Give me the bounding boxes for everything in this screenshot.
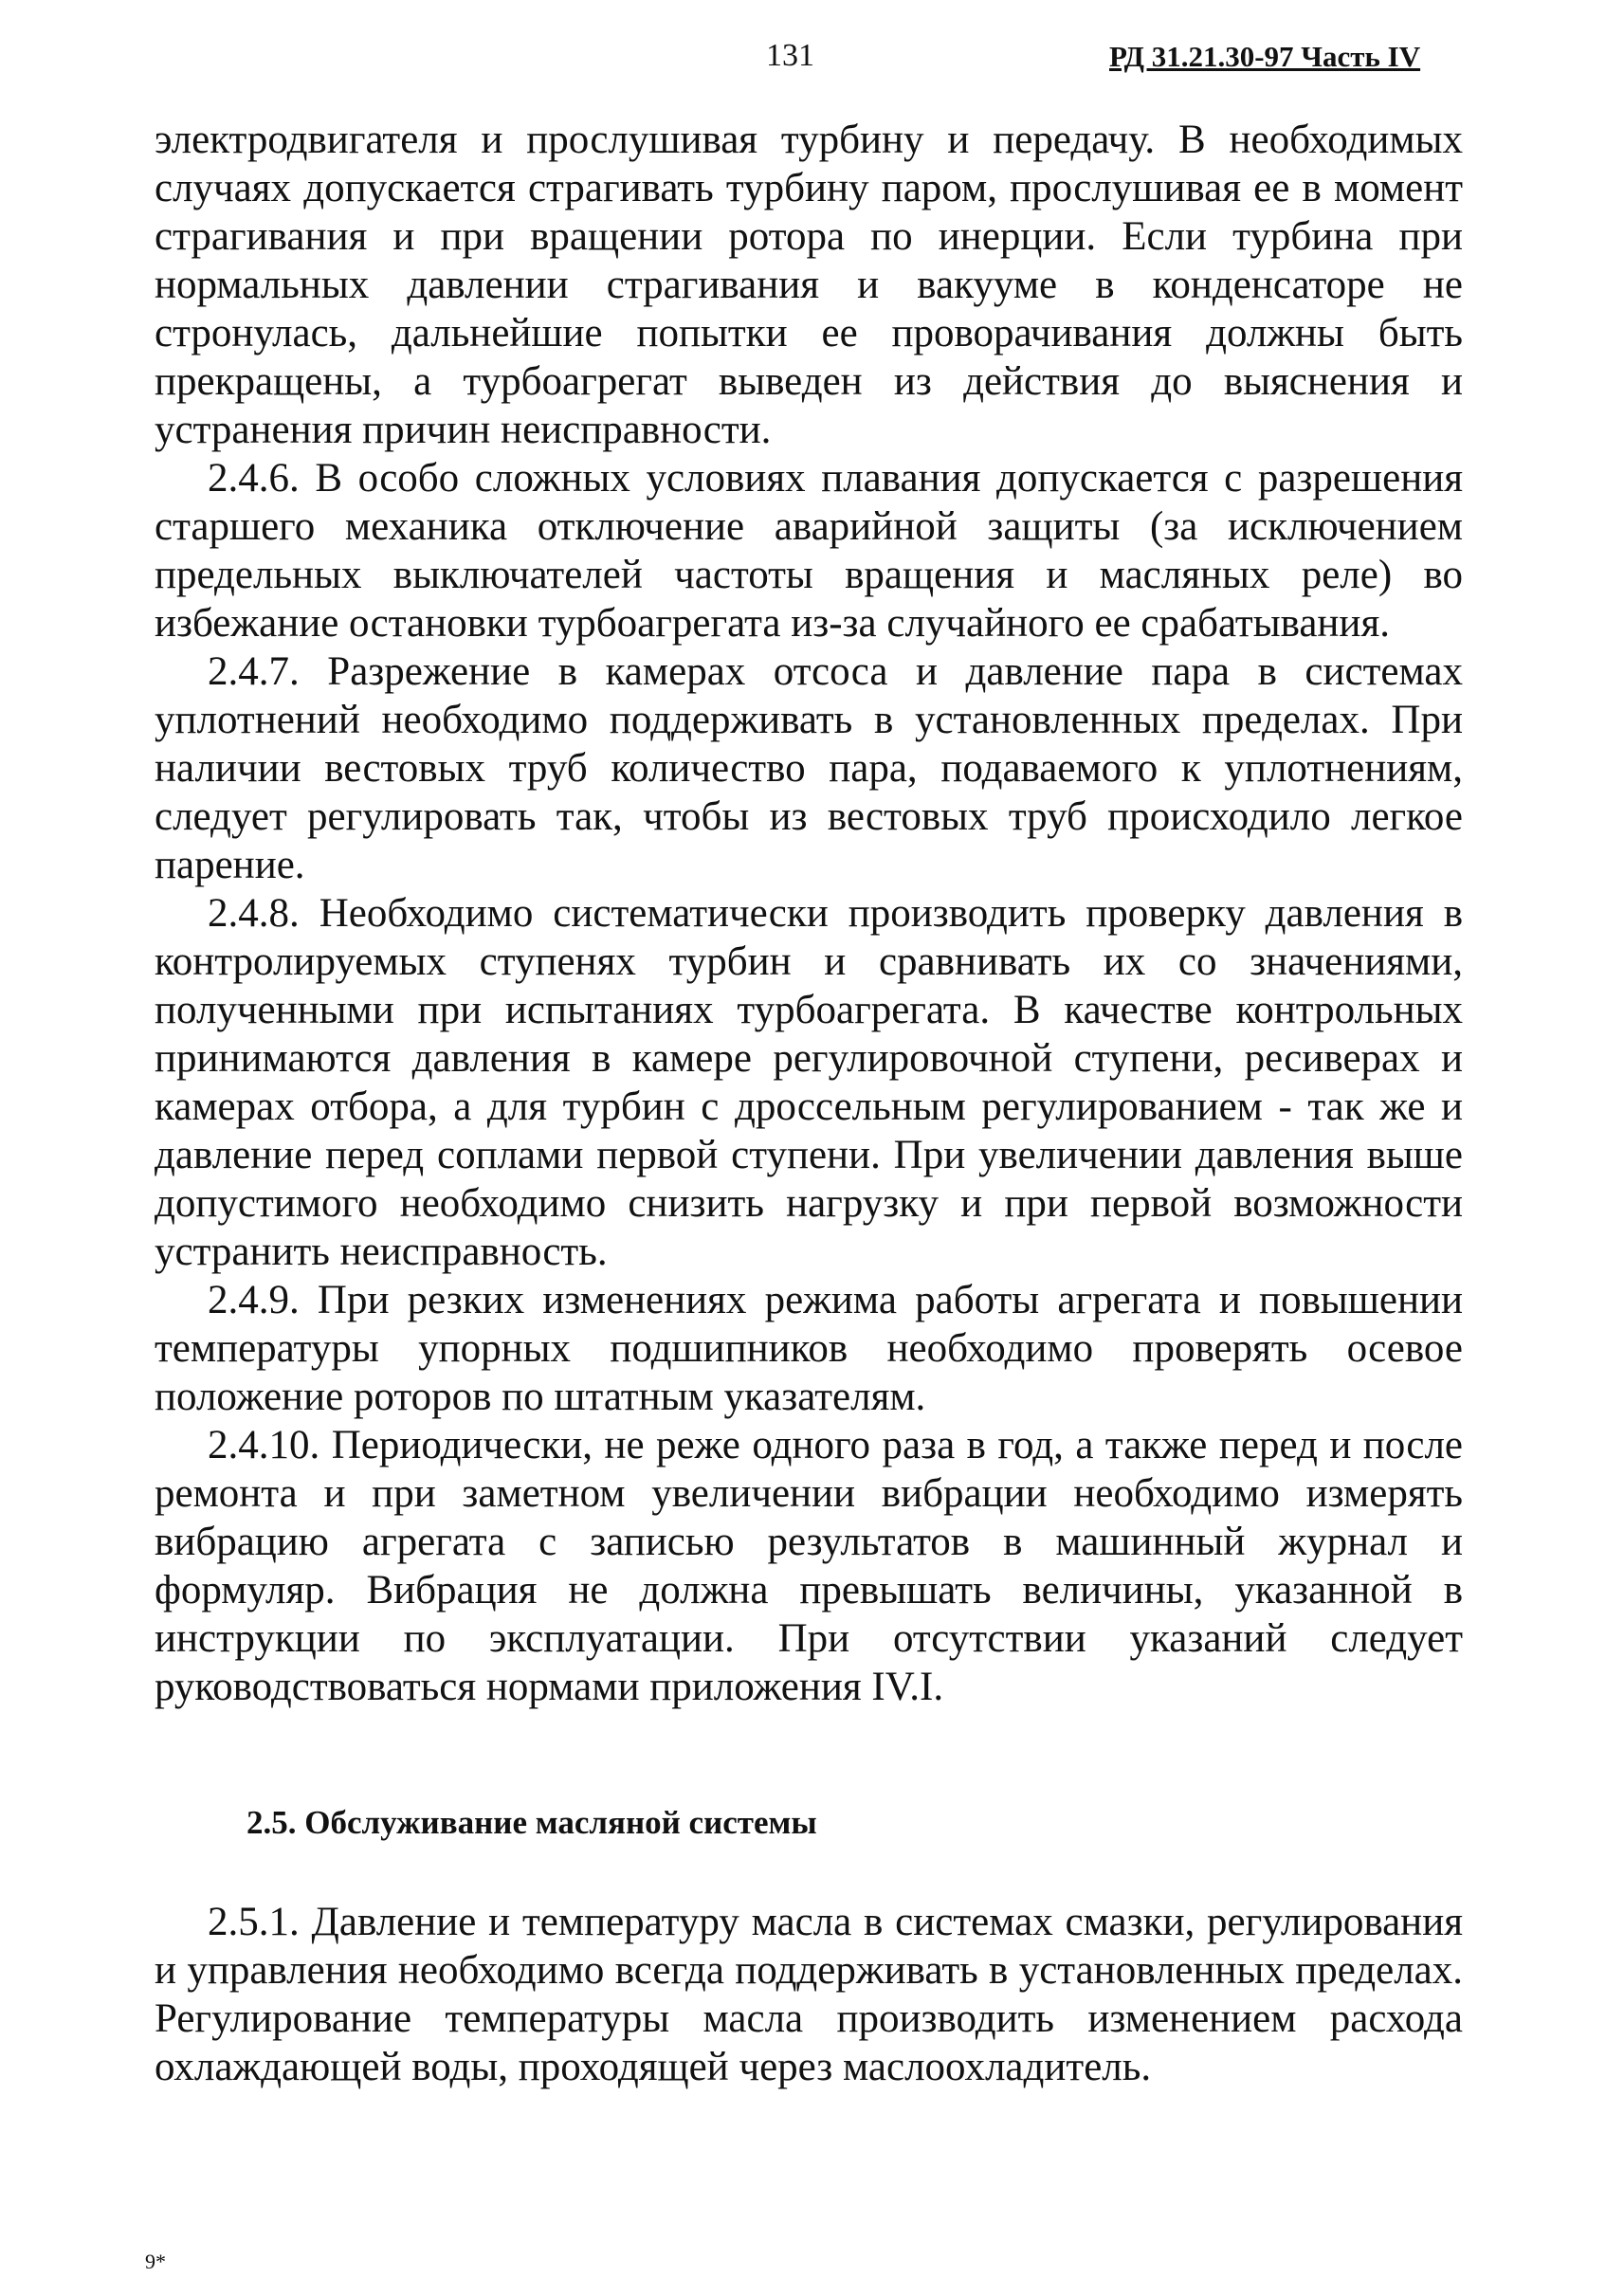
document-code: РД 31.21.30-97 Часть IV xyxy=(1109,40,1421,73)
body-text xyxy=(155,116,1463,1711)
page-number: 131 xyxy=(766,38,814,73)
paragraph-intro: электродвигателя и прослушивая турбину и передачу. В необходимых случаях допускается страгивать турбину паром, прослушивая ее в момент страгивания и при вращении ротора по инерции. Если турбина при нормальных давлении страгивания и вакууме в конденсаторе не стронулась, дальнейшие попытки ее проворачивания должны быть прекращены, а турбоагрегат выведен из действия до выяснения и устранения причин неисправности. xyxy=(155,118,1463,452)
paragraph-2-4-10: 2.4.10. Периодически, не реже одного раза в год, а также перед и после ремонта и при заметном увеличении вибрации необходимо измерять вибрацию агрегата с записью результатов в машинный журнал и формуляр. Вибрация не должна превышать величины, указанной в инструкции по эксплуатации. При отсутствии указаний следует руководствоваться нормами приложения IV.I. xyxy=(155,1423,1463,1709)
footer-mark: 9* xyxy=(145,2250,166,2273)
paragraph-2-4-6: 2.4.6. В особо сложных условиях плавания допускается с разрешения старшего механика отключение аварийной защиты (за исключением предельных выключателей частоты вращения и масляных реле) во избежание остановки турбоагрегата из-за случайного ее срабатывания. xyxy=(155,456,1463,646)
paragraph-2-4-9: 2.4.9. При резких изменениях режима работы агрегата и повышении температуры упорных подшипников необходимо проверять осевое положение роторов по штатным указателям. xyxy=(155,1278,1463,1419)
paragraph-2-4-7: 2.4.7. Разрежение в камерах отсоса и давление пара в системах уплотнений необходимо поддерживать в установленных пределах. При наличии вестовых труб количество пара, подаваемого к уплотнениям, следует регулировать так, чтобы из вестовых труб происходило легкое парение. xyxy=(155,649,1463,887)
paragraph-2-5-1: 2.5.1. Давление и температуру масла в системах смазки, регулирования и управления необходимо всегда поддерживать в установленных пределах. Регулирование температуры масла производить изменением расхода охлаждающей воды, проходящей через маслоохладитель. xyxy=(155,1900,1463,2089)
paragraph-2-4-8: 2.4.8. Необходимо систематически производить проверку давления в контролируемых ступенях турбин и сравнивать их со значениями, полученными при испытаниях турбоагрегата. В качестве контрольных принимаются давления в камере регулировочной ступени, ресиверах и камерах отбора, а для турбин с дроссельным регулированием - так же и давление перед соплами первой ступени. При увеличении давления выше допустимого необходимо снизить нагрузку и при первой возможности устранить неисправность. xyxy=(155,891,1463,1274)
section-text xyxy=(155,1898,1463,2091)
section-heading: 2.5. Обслуживание масляной системы xyxy=(246,1804,817,1841)
